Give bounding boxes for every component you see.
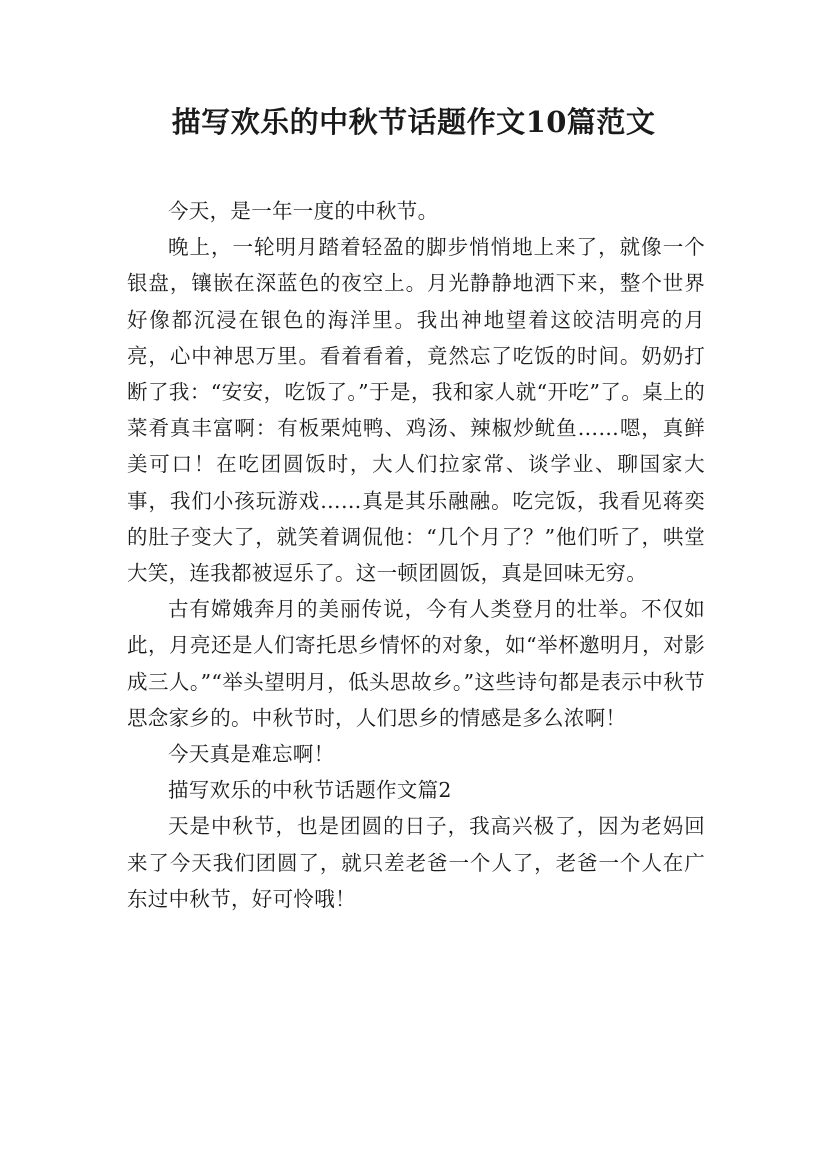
document-body — [127, 193, 705, 917]
paragraph-6: 天是中秋节，也是团圆的日子，我高兴极了，因为老妈回来了今天我们团圆了，就只差老爸一个人了，老爸一个人在广东过中秋节，好可怜哦！ — [127, 814, 705, 911]
paragraph-2: 晚上，一轮明月踏着轻盈的脚步悄悄地上来了，就像一个银盘，镶嵌在深蓝色的夜空上。月光静静地洒下来，整个世界好像都沉浸在银色的海洋里。我出神地望着这皎洁明亮的月亮，心中神思万里。看着看着，竟然忘了吃饭的时间。奶奶打断了我：“安安，吃饭了。”于是，我和家人就“开吃”了。桌上的菜肴真丰富啊：有板栗炖鸭、鸡汤、辣椒炒鱿鱼……嗯，真鲜美可口！在吃团圆饭时，大人们拉家常、谈学业、聊国家大事，我们小孩玩游戏……真是其乐融融。吃完饭，我看见蒋奕的肚子变大了，就笑着调侃他：“几个月了？”他们听了，哄堂大笑，连我都被逗乐了。这一顿团圆饭，真是回味无穷。 — [127, 235, 705, 586]
document-title: 描写欢乐的中秋节话题作文10篇范文 — [171, 105, 656, 139]
paragraph-1: 今天，是一年一度的中秋节。 — [168, 199, 439, 223]
paragraph-4: 今天真是难忘啊！ — [168, 742, 335, 767]
paragraph-3: 古有嫦娥奔月的美丽传说，今有人类登月的壮举。不仅如此，月亮还是人们寄托思乡情怀的对象，如“举杯邀明月，对影成三人。”“举头望明月，低头思故乡。”这些诗句都是表示中秋节思念家乡的。中秋节时，人们思乡的情感是多么浓啊！ — [127, 597, 705, 730]
section-heading-essay-2: 描写欢乐的中秋节话题作文篇2 — [168, 778, 452, 803]
